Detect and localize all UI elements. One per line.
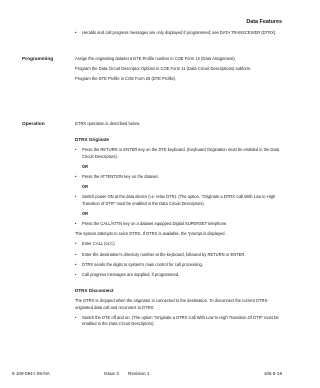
bullet-icon: • [75, 272, 77, 278]
originate-step-power: Switch power ON at the data device (i.e. relax DTR). (The option, "Originate a DTRX Call With Low to High Transition of DTR" must be enabled in the Data Circuit Descriptors). [82, 194, 276, 206]
bullet-icon: • [75, 314, 77, 320]
page-header-title: Data Features [246, 19, 282, 25]
list-item [75, 262, 283, 268]
doc-number: 9 109-094-I 05-NA [12, 371, 50, 376]
bullet-icon: • [75, 174, 77, 180]
disconnect-step: Switch the DTE off and on. (The option "Originate a DTRX Call With Low to High Transition Of DTR" must be enabled in the Data Circuit Descriptors). [82, 314, 279, 327]
programming-step-1: Assign the originating dataset a DTE Profile number in COE Form 12 (Data Assignment). [75, 56, 236, 61]
programming-step-3: Program the DTE Profile in COE Form 29 (DTE Profile). [75, 76, 177, 82]
originate-step-return: Press the RETURN or ENTER key on the DTE keyboard. (Keyboard Origination must be enabled in the Data Circuit Descriptors). [82, 147, 280, 159]
or-separator: OR [82, 210, 89, 216]
list-item [75, 30, 283, 36]
enter-number-step: Enter the destination's directory number at the keyboard, followed by RETURN or ENTER. [82, 251, 246, 257]
list-item [75, 241, 283, 247]
enter-call-step: Enter CALL (or C) [82, 241, 115, 247]
issue-number: Issue 3 [104, 371, 119, 376]
or-separator: OR [82, 184, 89, 190]
originate-heading: DTRX Originate [75, 137, 109, 143]
originate-step-call-attn: Press the CALL/ATTN key on a dataset equipped Digital SUPERSET telephone. [82, 221, 228, 227]
call-progress-step: Call progress messages are supplied, if programmed. [82, 272, 180, 278]
bullet-icon: • [75, 147, 77, 153]
bullet-icon: • [75, 241, 77, 247]
disconnect-heading: DTRX Disconnect [75, 288, 114, 294]
programming-label: Programming [22, 57, 54, 62]
list-item [75, 147, 283, 159]
list-item [75, 174, 283, 180]
operation-label: Operation [22, 122, 45, 127]
operation-section [75, 121, 283, 331]
list-item [75, 315, 283, 327]
programming-section [75, 56, 283, 87]
revision-number: Revision 1 [128, 371, 150, 376]
programming-step-2: Program the Data Circuit Descriptor Options in COE Form 11 (Data Circuit Descriptions) subform. [75, 66, 252, 72]
or-separator: OR [82, 163, 89, 169]
bullet-icon: • [75, 221, 77, 227]
intro-bullet-text: Heralds and call progress messages are only displayed if programmed; see DATA TRANSCEIVER (DTRX). [82, 30, 277, 35]
originate-step-attention: Press the ATTENTION key on the dataset. [82, 174, 159, 180]
disconnect-text: The DTRX is dropped when the originator is connected to the destination. To disconnect the current DTRX-originated data call and reconnect to DTRX: [75, 298, 269, 310]
list-item [75, 221, 283, 227]
list-item [75, 194, 283, 206]
bullet-icon: • [75, 30, 77, 35]
send-digits-step: DTRX sends the digits to system's main control for call processing. [82, 261, 203, 267]
page-number: 105 6-19 [263, 371, 282, 376]
bullet-icon: • [75, 251, 77, 257]
bullet-icon: • [75, 194, 77, 200]
list-item [75, 272, 283, 278]
operation-intro: DTRX operation is described below. [75, 121, 141, 126]
prompt-text: The system attempts to seize DTRX. If DTRX is available, the "prompt is displayed. [75, 231, 226, 237]
list-item [75, 252, 283, 258]
intro-section [75, 30, 283, 40]
bullet-icon: • [75, 261, 77, 267]
